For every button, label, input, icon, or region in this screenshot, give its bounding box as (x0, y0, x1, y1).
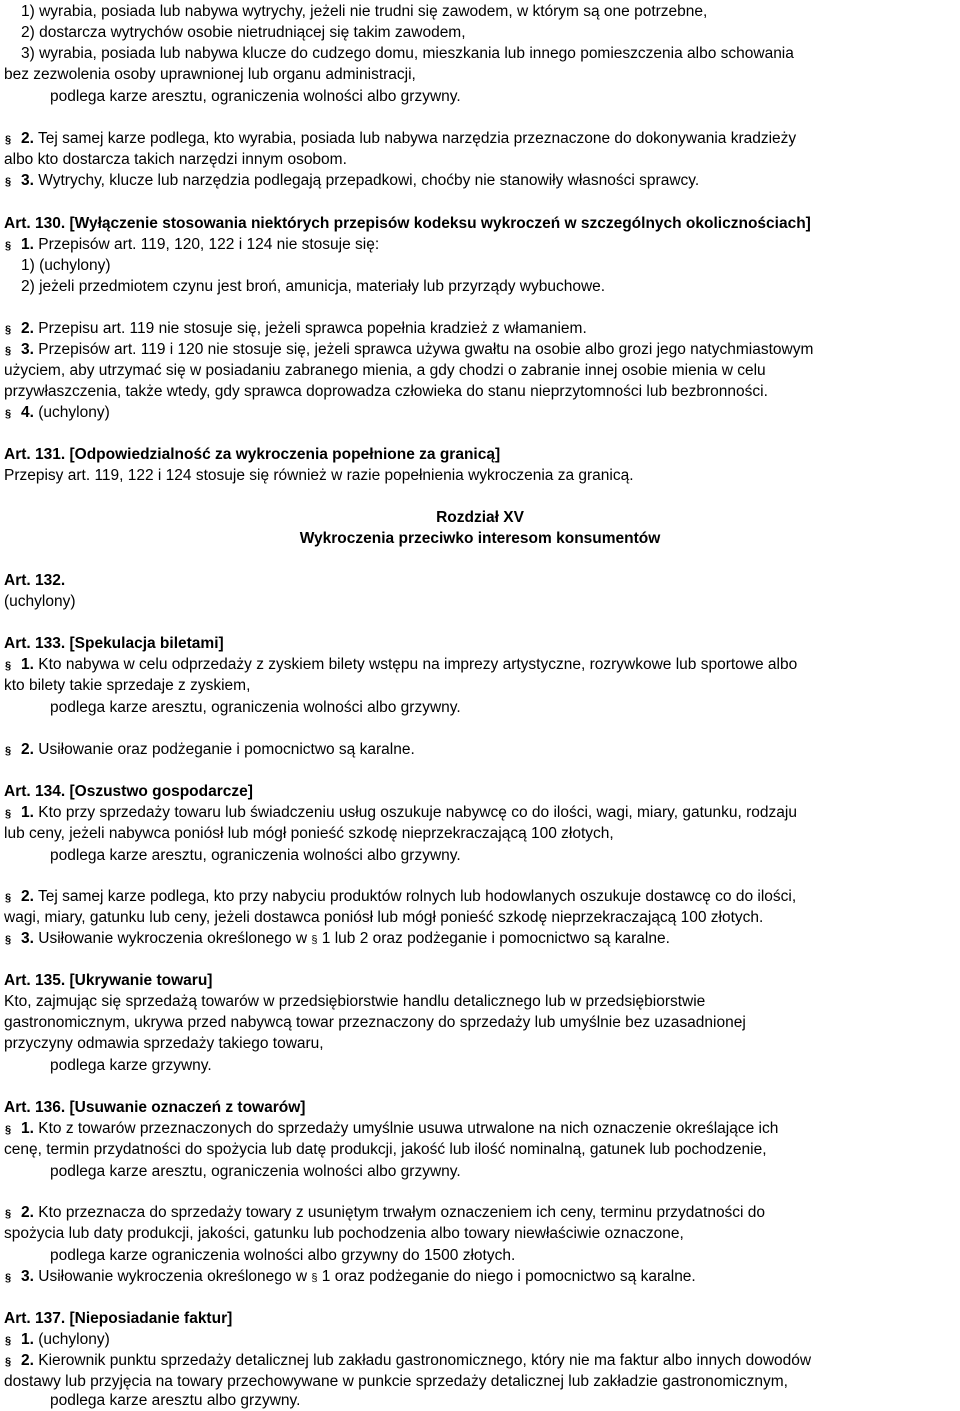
penalty-clause: podlega karze aresztu, ograniczenia wolności albo grzywny. (50, 847, 461, 864)
paragraph-1: § 1. Kto przy sprzedaży towaru lub świadczeniu usług oszukuje nabywcę co do ilości, wagi, miary, gatunku, rodzaju (21, 802, 797, 823)
paragraph-3: § 3. Usiłowanie wykroczenia określonego w § 1 oraz podżeganie do niego i pomocnictwo są karalne. (21, 1266, 696, 1289)
paragraph-line: gastronomicznym, ukrywa przed nabywcą towar przeznaczony do sprzedaży lub umyślnie bez uzasadnionej (4, 1014, 746, 1031)
paragraph-4: § 4. (uchylony) (21, 402, 110, 423)
paragraph-line: wagi, miary, gatunku lub ceny, jeżeli dostawca poniósł lub mógł ponieść szkodę nieprzekraczającą 100 złotych. (4, 909, 764, 926)
article-heading-134: Art. 134. [Oszustwo gospodarcze] (4, 783, 253, 800)
section-number: § 2. (21, 320, 34, 337)
list-item: 3) wyrabia, posiada lub nabywa klucze do cudzego domu, mieszkania lub innego pomieszczenia albo schowania (21, 45, 794, 62)
paragraph-2: § 2. Kierownik punktu sprzedaży detalicznej lub zakładu gastronomicznego, który nie ma faktur albo innych dowodów (21, 1350, 811, 1371)
penalty-clause: podlega karze aresztu, ograniczenia wolności albo grzywny. (50, 699, 461, 716)
section-number: § 2. (21, 130, 34, 147)
section-number: § 1. (21, 1120, 34, 1137)
section-number: § 1. (21, 236, 34, 253)
section-number: § 2. (21, 888, 34, 905)
paragraph-line: Kto, zajmując się sprzedażą towarów w przedsiębiorstwie handlu detalicznego lub w przedsiębiorstwie (4, 993, 706, 1010)
penalty-clause: podlega karze grzywny. (50, 1057, 212, 1074)
paragraph-2: § 2. Tej samej karze podlega, kto przy nabyciu produktów rolnych lub hodowlanych oszukuje dostawcę co do ilości, (21, 886, 796, 907)
section-number: § 3. (21, 341, 34, 358)
paragraph-line: spożycia lub daty produkcji, jakości, gatunku lub pochodzenia albo towary niewłaściwie oznaczone, (4, 1225, 684, 1242)
paragraph-1: § 1. Kto z towarów przeznaczonych do sprzedaży umyślnie usuwa utrwalone na nich oznaczenie określające ich (21, 1118, 778, 1139)
paragraph-line: (uchylony) (4, 593, 76, 610)
paragraph-line: przyczyny odmawia sprzedaży takiego towaru, (4, 1035, 324, 1052)
list-item: 1) (uchylony) (21, 257, 111, 274)
article-heading-135: Art. 135. [Ukrywanie towaru] (4, 972, 213, 989)
chapter-number: Rozdział XV (436, 509, 524, 526)
section-number: § 2. (21, 1204, 34, 1221)
section-number: § 1. (21, 1331, 34, 1348)
article-heading-133: Art. 133. [Spekulacja biletami] (4, 635, 224, 652)
paragraph-line: kto bilety takie sprzedaje z zyskiem, (4, 677, 251, 694)
list-item: 1) wyrabia, posiada lub nabywa wytrychy, jeżeli nie trudni się zawodem, w którym są one potrzebne, (21, 3, 708, 20)
paragraph-3: § 3. Usiłowanie wykroczenia określonego w § 1 lub 2 oraz podżeganie i pomocnictwo są karalne. (21, 928, 670, 951)
penalty-clause: podlega karze aresztu albo grzywny. (50, 1392, 301, 1409)
list-item: 2) dostarcza wytrychów osobie nietrudniącej się takim zawodem, (21, 24, 466, 41)
paragraph-line: Przepisy art. 119, 122 i 124 stosuje się również w razie popełnienia wykroczenia za granicą. (4, 467, 634, 484)
paragraph-2: § 2. Tej samej karze podlega, kto wyrabia, posiada lub nabywa narzędzia przeznaczone do dokonywania kradzieży (21, 128, 796, 149)
chapter-title: Wykroczenia przeciwko interesom konsumentów (299, 530, 661, 547)
article-heading-137: Art. 137. [Nieposiadanie faktur] (4, 1310, 233, 1327)
penalty-clause: podlega karze aresztu, ograniczenia wolności albo grzywny. (50, 88, 461, 105)
section-sign: § (311, 1272, 318, 1284)
paragraph-line: dostawy lub przyjęcia na towary przechowywane w punkcie sprzedaży detalicznej lub zakładzie gastronomicznym, (4, 1373, 788, 1390)
paragraph-1: § 1. Przepisów art. 119, 120, 122 i 124 nie stosuje się: (21, 234, 379, 255)
paragraph-2: § 2. Kto przeznacza do sprzedaży towary z usuniętym trwałym oznaczeniem ich ceny, terminu przydatności do (21, 1202, 765, 1223)
penalty-clause: podlega karze aresztu, ograniczenia wolności albo grzywny. (50, 1163, 461, 1180)
article-heading-136: Art. 136. [Usuwanie oznaczeń z towarów] (4, 1099, 306, 1116)
section-number: § 1. (21, 656, 34, 673)
paragraph-2: § 2. Przepisu art. 119 nie stosuje się, jeżeli sprawca popełnia kradzież z włamaniem. (21, 318, 587, 339)
section-number: § 2. (21, 741, 34, 758)
paragraph-line: cenę, termin przydatności do spożycia lub datę produkcji, jakość lub ilość nominalną, gatunek lub pochodzenie, (4, 1141, 767, 1158)
section-number: § 3. (21, 1268, 34, 1285)
penalty-clause: podlega karze ograniczenia wolności albo grzywny do 1500 złotych. (50, 1247, 516, 1264)
section-number: § 3. (21, 172, 34, 189)
paragraph-line: użyciem, aby utrzymać się w posiadaniu zabranego mienia, a gdy chodzi o zabranie innej osobie mienia w celu (4, 362, 766, 379)
paragraph-1: § 1. Kto nabywa w celu odprzedaży z zyskiem bilety wstępu na imprezy artystyczne, rozrywkowe lub sportowe albo (21, 654, 797, 675)
paragraph-1: § 1. (uchylony) (21, 1329, 110, 1350)
section-number: § 2. (21, 1352, 34, 1369)
paragraph-line: przywłaszczenia, także wtedy, gdy sprawca doprowadza człowieka do stanu nieprzytomności lub bezbronności. (4, 383, 768, 400)
paragraph-3: § 3. Wytrychy, klucze lub narzędzia podlegają przepadkowi, choćby nie stanowiły własności sprawcy. (21, 170, 699, 191)
article-heading-131: Art. 131. [Odpowiedzialność za wykroczenia popełnione za granicą] (4, 446, 501, 463)
paragraph-2: § 2. Usiłowanie oraz podżeganie i pomocnictwo są karalne. (21, 739, 415, 760)
section-number: § 3. (21, 930, 34, 947)
paragraph-line: lub ceny, jeżeli nabywca poniósł lub mógł ponieść szkodę nieprzekraczającą 100 złotych, (4, 825, 614, 842)
paragraph-3: § 3. Przepisów art. 119 i 120 nie stosuje się, jeżeli sprawca używa gwałtu na osobie albo grozi jego natychmiastowym (21, 339, 813, 360)
section-number: § 4. (21, 404, 34, 421)
section-number: § 1. (21, 804, 34, 821)
article-heading-132: Art. 132. (4, 572, 66, 589)
section-sign: § (311, 934, 318, 946)
paragraph-line: bez zezwolenia osoby uprawnionej lub organu administracji, (4, 66, 416, 83)
list-item: 2) jeżeli przedmiotem czynu jest broń, amunicja, materiały lub przyrządy wybuchowe. (21, 278, 606, 295)
article-heading-130: Art. 130. [Wyłączenie stosowania niektórych przepisów kodeksu wykroczeń w szczególnych okolicznościach] (4, 215, 811, 232)
paragraph-line: albo kto dostarcza takich narzędzi innym osobom. (4, 151, 347, 168)
